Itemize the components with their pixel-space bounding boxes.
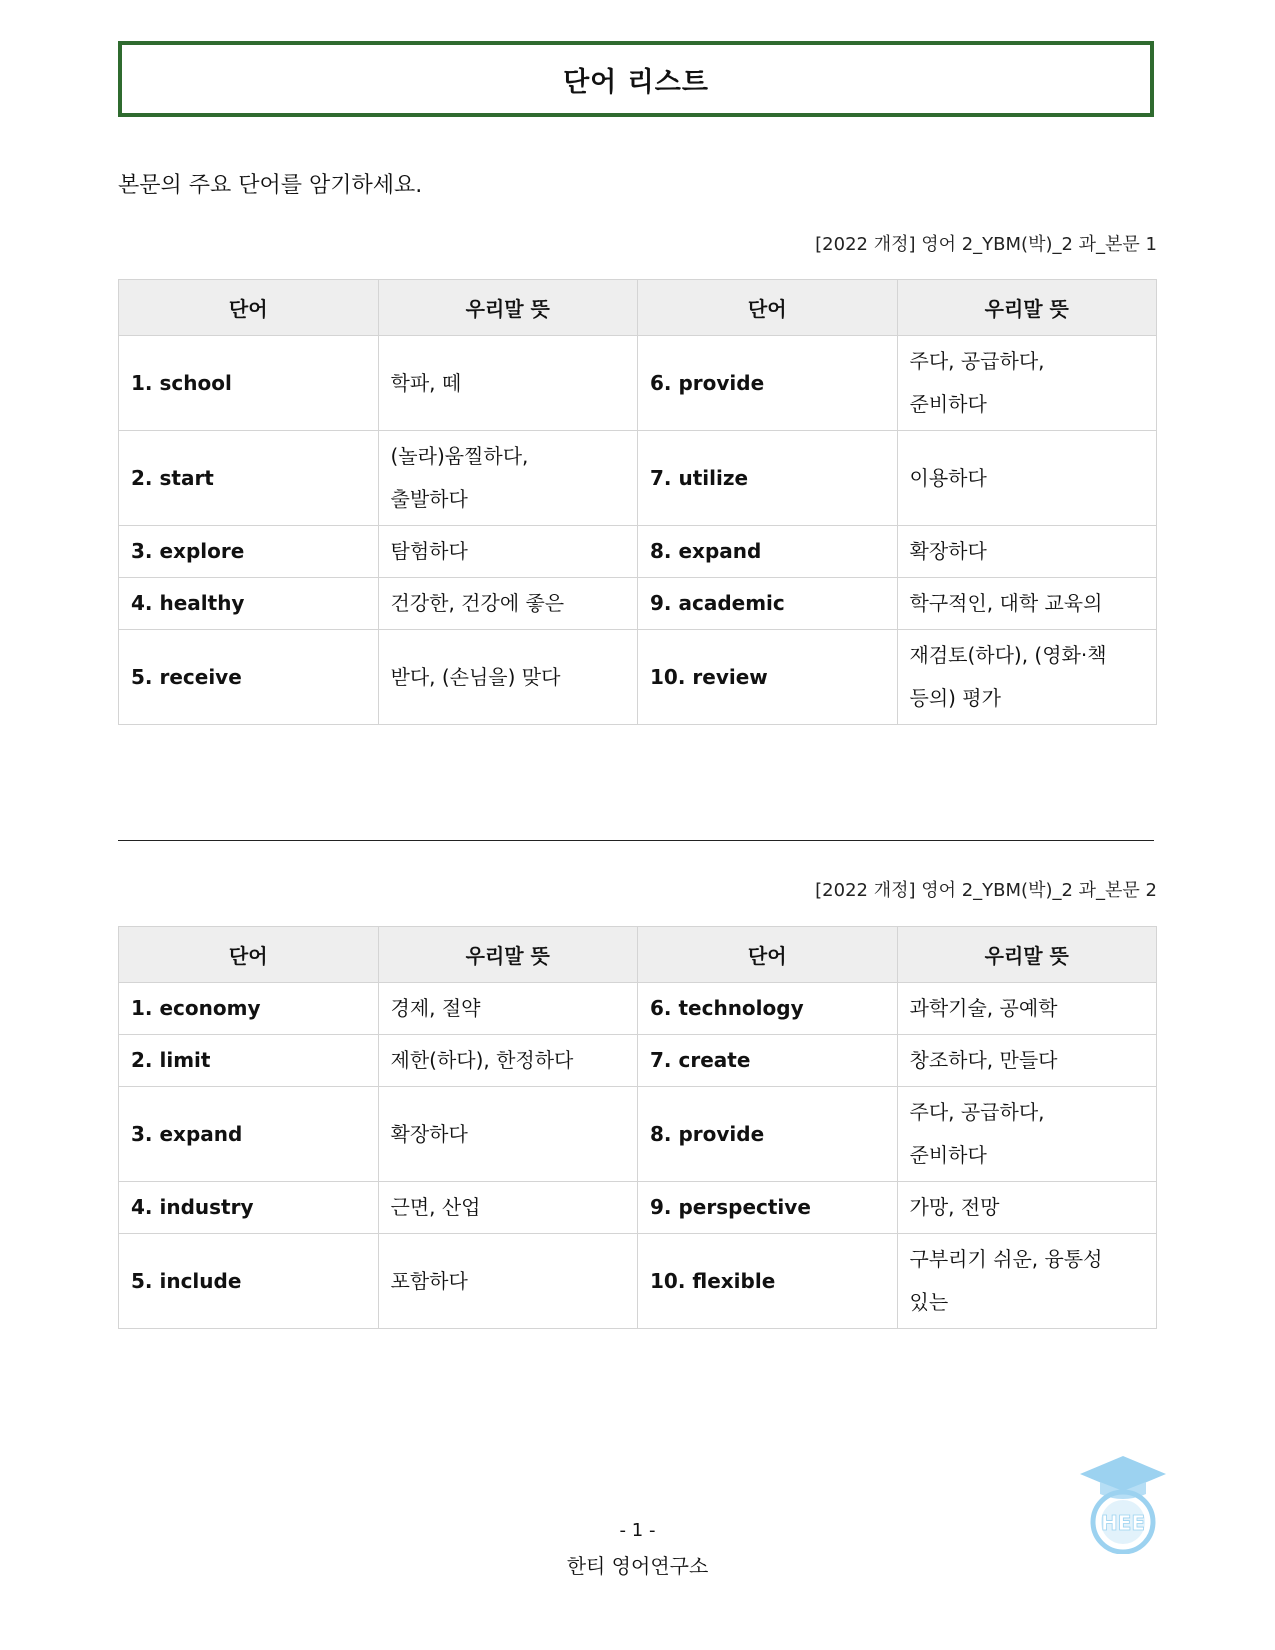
meaning-cell xyxy=(378,578,638,630)
word-cell: 8. provide xyxy=(638,1087,898,1182)
column-header-meaning: 우리말 뜻 xyxy=(897,280,1157,336)
meaning-line: 학파, 떼 xyxy=(390,370,462,395)
meaning-line: 가망, 전망 xyxy=(909,1195,1000,1219)
meaning-cell xyxy=(378,983,638,1035)
meaning-cell xyxy=(897,983,1157,1035)
table-header-row xyxy=(119,280,1157,336)
meaning-line: 주다, 공급하다, xyxy=(909,349,1045,373)
word-cell: 3. explore xyxy=(119,526,379,578)
meaning-cell xyxy=(378,1087,638,1182)
meaning-line: 출발하다 xyxy=(390,487,468,511)
meaning-line: 이용하다 xyxy=(909,465,987,490)
word-cell: 4. industry xyxy=(119,1182,379,1234)
column-header-meaning: 우리말 뜻 xyxy=(378,927,638,983)
table-row xyxy=(119,983,1157,1035)
meaning-line: 확장하다 xyxy=(909,539,987,563)
meaning-cell xyxy=(897,1234,1157,1329)
meaning-cell xyxy=(378,1234,638,1329)
meaning-cell xyxy=(897,630,1157,725)
meaning-line: (놀라)움찔하다, xyxy=(390,444,529,468)
meaning-cell xyxy=(897,526,1157,578)
word-cell: 9. perspective xyxy=(638,1182,898,1234)
meaning-cell xyxy=(378,336,638,431)
word-table-2 xyxy=(118,926,1157,1329)
meaning-cell xyxy=(378,431,638,526)
table-row xyxy=(119,1234,1157,1329)
meaning-line: 건강한, 건강에 좋은 xyxy=(390,591,565,615)
meaning-line: 창조하다, 만들다 xyxy=(909,1048,1058,1072)
meaning-cell xyxy=(897,1035,1157,1087)
section-1-source: [2022 개정] 영어 2_YBM(박)_2 과_본문 1 xyxy=(815,234,1157,255)
word-cell: 2. start xyxy=(119,431,379,526)
table-row xyxy=(119,1087,1157,1182)
word-cell: 5. receive xyxy=(119,630,379,725)
meaning-line: 포함하다 xyxy=(390,1268,468,1293)
word-table-1 xyxy=(118,279,1157,725)
column-header-word: 단어 xyxy=(119,280,379,336)
table-row xyxy=(119,336,1157,431)
meaning-cell xyxy=(378,630,638,725)
meaning-line: 제한(하다), 한정하다 xyxy=(390,1048,574,1072)
table-row xyxy=(119,526,1157,578)
meaning-line: 구부리기 쉬운, 융통성 xyxy=(909,1247,1103,1271)
organization-name: 한티 영어연구소 xyxy=(566,1554,709,1578)
table-row xyxy=(119,1035,1157,1087)
instruction-text: 본문의 주요 단어를 암기하세요. xyxy=(118,173,423,198)
table-row xyxy=(119,630,1157,725)
graduation-cap-icon xyxy=(1078,1454,1168,1554)
meaning-line: 받다, (손님을) 맞다 xyxy=(390,664,561,689)
page-number: - 1 - xyxy=(619,1520,656,1541)
word-cell: 2. limit xyxy=(119,1035,379,1087)
column-header-word: 단어 xyxy=(638,927,898,983)
meaning-line: 근면, 산업 xyxy=(390,1195,481,1219)
meaning-line: 탐험하다 xyxy=(390,539,468,563)
column-header-meaning: 우리말 뜻 xyxy=(897,927,1157,983)
word-cell: 10. review xyxy=(638,630,898,725)
logo-text: HEE xyxy=(1100,1511,1146,1535)
section-2-source: [2022 개정] 영어 2_YBM(박)_2 과_본문 2 xyxy=(815,880,1157,901)
meaning-line: 등의) 평가 xyxy=(909,686,1001,710)
word-cell: 7. utilize xyxy=(638,431,898,526)
meaning-line: 준비하다 xyxy=(909,1143,987,1167)
column-header-word: 단어 xyxy=(119,927,379,983)
meaning-cell xyxy=(897,578,1157,630)
word-cell: 9. academic xyxy=(638,578,898,630)
word-cell: 1. school xyxy=(119,336,379,431)
table-header-row xyxy=(119,927,1157,983)
word-cell: 3. expand xyxy=(119,1087,379,1182)
word-cell: 4. healthy xyxy=(119,578,379,630)
meaning-cell xyxy=(897,431,1157,526)
meaning-cell xyxy=(378,1035,638,1087)
meaning-line: 있는 xyxy=(909,1290,949,1314)
word-cell: 1. economy xyxy=(119,983,379,1035)
meaning-line: 확장하다 xyxy=(390,1121,468,1146)
table-row xyxy=(119,578,1157,630)
column-header-meaning: 우리말 뜻 xyxy=(378,280,638,336)
meaning-line: 재검토(하다), (영화·책 xyxy=(909,643,1107,667)
meaning-line: 준비하다 xyxy=(909,392,987,416)
meaning-line: 과학기술, 공예학 xyxy=(909,996,1058,1020)
word-cell: 6. technology xyxy=(638,983,898,1035)
section-divider xyxy=(118,840,1154,841)
word-cell: 6. provide xyxy=(638,336,898,431)
table-row xyxy=(119,431,1157,526)
title-box xyxy=(118,41,1154,117)
meaning-line: 경제, 절약 xyxy=(390,996,481,1020)
meaning-cell xyxy=(378,526,638,578)
meaning-cell xyxy=(897,336,1157,431)
meaning-cell xyxy=(897,1087,1157,1182)
meaning-cell xyxy=(378,1182,638,1234)
word-cell: 5. include xyxy=(119,1234,379,1329)
word-cell: 8. expand xyxy=(638,526,898,578)
word-cell: 7. create xyxy=(638,1035,898,1087)
word-cell: 10. flexible xyxy=(638,1234,898,1329)
column-header-word: 단어 xyxy=(638,280,898,336)
meaning-line: 학구적인, 대학 교육의 xyxy=(909,591,1103,615)
meaning-line: 주다, 공급하다, xyxy=(909,1100,1045,1124)
page-title: 단어 리스트 xyxy=(563,66,709,98)
table-row xyxy=(119,1182,1157,1234)
meaning-cell xyxy=(897,1182,1157,1234)
